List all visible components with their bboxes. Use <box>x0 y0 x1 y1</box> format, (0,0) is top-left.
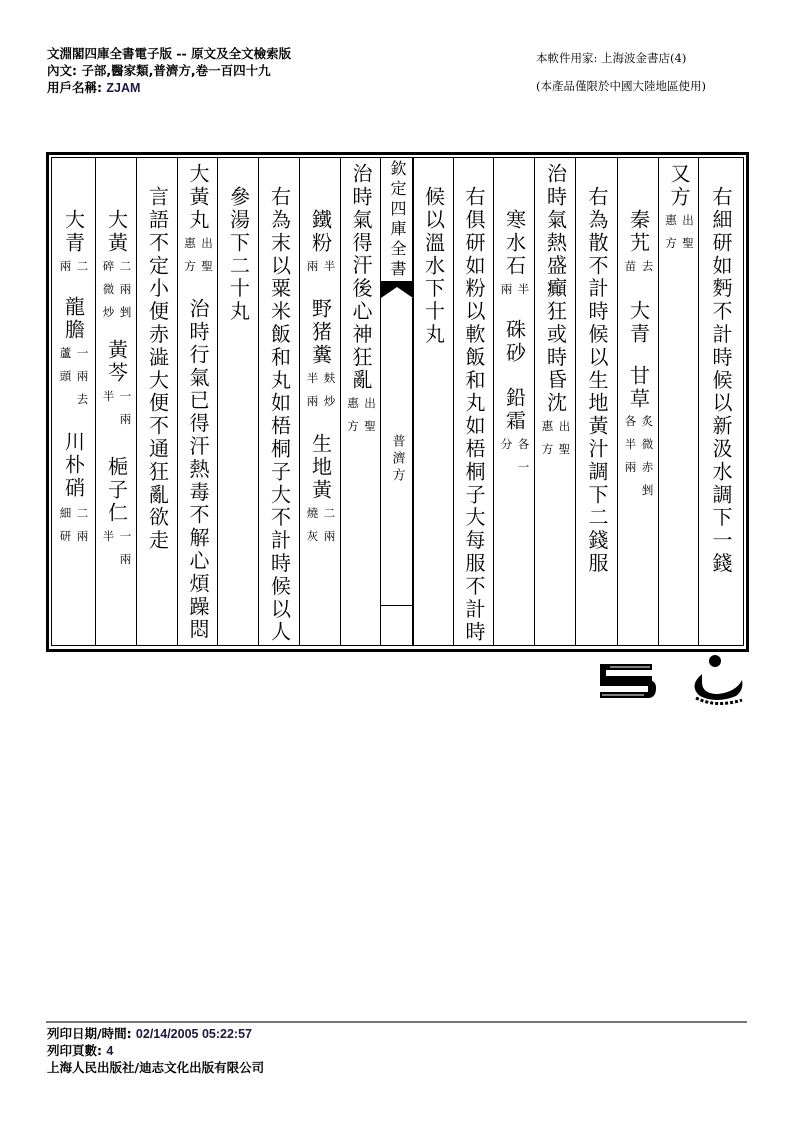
center-column <box>380 158 414 645</box>
annotation: 出聖 惠方 <box>183 236 214 283</box>
text-column <box>534 158 576 645</box>
annotation: 出聖 惠方 <box>664 213 695 260</box>
user-label: 用戶名稱: <box>47 80 107 95</box>
text-column <box>299 158 341 645</box>
main-text: 川朴硝 <box>61 430 86 500</box>
main-text: 治時氣得汗後心神狂亂 <box>349 163 373 392</box>
restriction-note: (本產品僅限於中國大陸地區使用) <box>536 79 706 93</box>
annotation: 一兩 半 <box>101 390 133 436</box>
main-text: 參湯下二十丸 <box>226 185 251 324</box>
main-text: 寒水石 <box>502 208 527 278</box>
text-column <box>217 158 259 645</box>
text-column <box>52 158 95 645</box>
text-column <box>698 158 743 645</box>
text-column <box>453 158 494 645</box>
main-text: 治時氣熱盛癲狂或時昏沈 <box>543 163 568 415</box>
print-pages <box>47 1043 113 1059</box>
print-time-label: 列印日期/時間: <box>47 1026 136 1041</box>
header-content-path <box>47 63 271 79</box>
text-column <box>575 158 618 645</box>
print-pages-value: 4 <box>106 1044 114 1058</box>
annotation: 二兩 燒灰 <box>305 506 337 553</box>
main-text: 硃砂 <box>502 318 527 365</box>
text-column <box>617 158 659 645</box>
main-text: 生地黃 <box>308 433 333 502</box>
main-text: 鉛霜 <box>502 387 527 434</box>
main-text: 大青 <box>61 208 86 255</box>
main-text: 龍膽 <box>61 295 86 342</box>
main-text: 右細研如麪不計時候以新汲水調下一錢 <box>709 185 733 576</box>
text-column <box>177 158 218 645</box>
annotation: 出聖 惠方 <box>346 397 377 443</box>
annotation: 半 兩 <box>305 259 337 283</box>
main-text: 右俱研如粉以軟飯和丸如梧桐子大每服不計時 <box>462 185 486 644</box>
publisher-logo-icon <box>592 660 660 700</box>
header-user <box>47 80 140 96</box>
digital-heritage-logo-icon <box>686 652 746 708</box>
text-column <box>340 158 381 645</box>
main-text: 大黃丸 <box>186 163 210 232</box>
publishers: 上海人民出版社/迪志文化出版有限公司 <box>47 1060 265 1075</box>
annotation: 麸炒 半兩 <box>305 371 337 418</box>
center-divider <box>381 605 413 606</box>
annotation: 出聖 惠方 <box>540 419 572 466</box>
text-column <box>412 158 454 645</box>
user-name: ZJAM <box>106 81 141 95</box>
main-text: 治時行氣已得汗熱毒不解心煩躁悶 <box>186 298 210 642</box>
text-column <box>658 158 699 645</box>
text-column <box>136 158 178 645</box>
annotation: 一兩 半 <box>101 529 133 576</box>
text-column <box>493 158 535 645</box>
main-text: 大黃 <box>104 208 129 255</box>
footer-divider <box>46 1021 747 1023</box>
annotation: 二兩剉 碎微炒 <box>101 259 133 329</box>
annotation: 半 兩 <box>499 282 531 306</box>
main-text: 梔子仁 <box>104 456 129 525</box>
content-path: 子部,醫家類,普濟方,卷一百四十九 <box>81 63 271 78</box>
main-text: 大青 <box>626 300 651 347</box>
main-text: 言語不定小便赤澁大便不通狂亂欲走 <box>145 185 170 553</box>
annotation: 各一 分 <box>499 438 531 485</box>
main-text: 野猪糞 <box>308 298 333 367</box>
series-title: 欽定四庫全書 <box>388 160 407 280</box>
main-text: 甘草 <box>626 364 651 411</box>
main-text: 黃芩 <box>104 339 129 386</box>
header-title: 文淵閣四庫全書電子版 -- 原文及全文檢索版 <box>47 46 292 61</box>
main-text: 又方 <box>667 163 691 209</box>
print-pages-label: 列印頁數: <box>47 1043 107 1058</box>
content-label: 內文: <box>47 63 82 78</box>
main-text: 候以溫水下十丸 <box>421 185 446 347</box>
fishtail-mark-icon <box>381 281 413 298</box>
main-text: 右為散不計時候以生地黃汁調下二錢服 <box>585 185 609 576</box>
main-text: 鐵粉 <box>308 208 333 255</box>
book-title: 普濟方 <box>389 434 405 485</box>
main-text: 秦艽 <box>626 208 651 255</box>
text-column <box>95 158 137 645</box>
print-time-value: 02/14/2005 05:22:57 <box>135 1027 252 1041</box>
print-time <box>47 1026 252 1042</box>
annotation: 二 兩 <box>58 259 90 283</box>
annotation: 二兩 細研 <box>58 506 90 553</box>
annotation: 一兩去 蘆頭 <box>58 346 90 416</box>
licensee: 本軟件用家: 上海波金書店(4) <box>536 51 687 65</box>
annotation: 炙微赤剉 各半兩 <box>623 415 655 507</box>
main-text: 右為末以粟米飯和丸如梧桐子大不計時候以人 <box>267 185 292 644</box>
annotation: 去 苗 <box>623 259 655 283</box>
text-column <box>258 158 300 645</box>
